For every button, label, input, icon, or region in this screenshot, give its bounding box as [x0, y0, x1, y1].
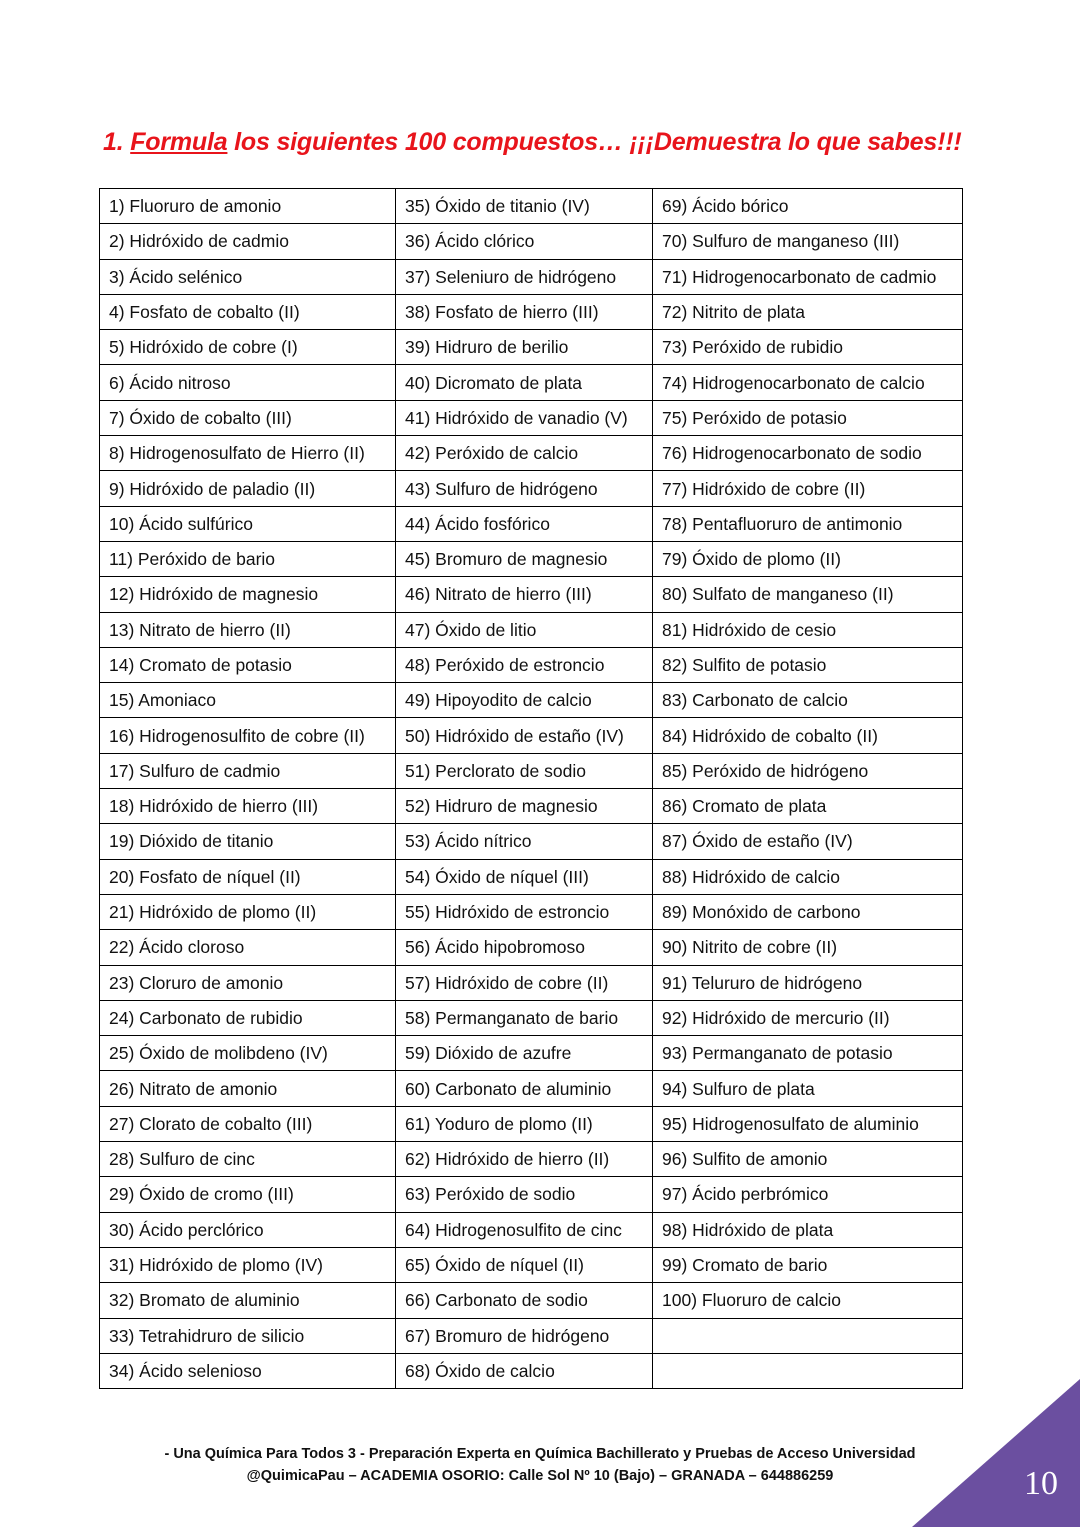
compound-cell: 66) Carbonato de sodio	[396, 1283, 653, 1318]
compound-cell: 94) Sulfuro de plata	[653, 1071, 963, 1106]
compound-cell: 2) Hidróxido de cadmio	[100, 224, 396, 259]
compound-cell: 20) Fosfato de níquel (II)	[100, 859, 396, 894]
compound-cell: 50) Hidróxido de estaño (IV)	[396, 718, 653, 753]
compound-cell: 49) Hipoyodito de calcio	[396, 683, 653, 718]
compound-cell: 95) Hidrogenosulfato de aluminio	[653, 1106, 963, 1141]
page-number: 10	[1024, 1465, 1058, 1502]
compound-cell: 81) Hidróxido de cesio	[653, 612, 963, 647]
compound-cell: 45) Bromuro de magnesio	[396, 541, 653, 576]
compound-cell: 61) Yoduro de plomo (II)	[396, 1106, 653, 1141]
compound-cell: 35) Óxido de titanio (IV)	[396, 189, 653, 224]
compound-cell: 78) Pentafluoruro de antimonio	[653, 506, 963, 541]
compound-cell: 36) Ácido clórico	[396, 224, 653, 259]
table-row	[100, 1142, 963, 1177]
compound-cell: 59) Dióxido de azufre	[396, 1036, 653, 1071]
compound-cell: 23) Cloruro de amonio	[100, 965, 396, 1000]
table-row	[100, 647, 963, 682]
compound-cell: 57) Hidróxido de cobre (II)	[396, 965, 653, 1000]
compound-cell: 46) Nitrato de hierro (III)	[396, 577, 653, 612]
compound-cell: 41) Hidróxido de vanadio (V)	[396, 400, 653, 435]
compound-cell: 27) Clorato de cobalto (III)	[100, 1106, 396, 1141]
compound-cell: 5) Hidróxido de cobre (I)	[100, 330, 396, 365]
compound-cell: 33) Tetrahidruro de silicio	[100, 1318, 396, 1353]
table-row	[100, 259, 963, 294]
footer-line-2: @QuimicaPau – ACADEMIA OSORIO: Calle Sol Nº 10 (Bajo) – GRANADA – 644886259	[246, 1468, 834, 1484]
compound-cell: 11) Peróxido de bario	[100, 541, 396, 576]
compound-cell: 22) Ácido cloroso	[100, 930, 396, 965]
table-row	[100, 859, 963, 894]
compound-cell: 14) Cromato de potasio	[100, 647, 396, 682]
compound-cell: 43) Sulfuro de hidrógeno	[396, 471, 653, 506]
compound-cell: 26) Nitrato de amonio	[100, 1071, 396, 1106]
compound-cell: 64) Hidrogenosulfito de cinc	[396, 1212, 653, 1247]
compound-cell: 58) Permanganato de bario	[396, 1000, 653, 1035]
compound-cell: 40) Dicromato de plata	[396, 365, 653, 400]
table-row	[100, 1177, 963, 1212]
compound-cell: 39) Hidruro de berilio	[396, 330, 653, 365]
compound-cell: 80) Sulfato de manganeso (II)	[653, 577, 963, 612]
table-row	[100, 365, 963, 400]
compound-cell: 68) Óxido de calcio	[396, 1353, 653, 1388]
compound-cell: 79) Óxido de plomo (II)	[653, 541, 963, 576]
table-row	[100, 224, 963, 259]
compound-cell: 98) Hidróxido de plata	[653, 1212, 963, 1247]
compound-cell: 52) Hidruro de magnesio	[396, 789, 653, 824]
compound-cell: 6) Ácido nitroso	[100, 365, 396, 400]
compound-cell: 19) Dióxido de titanio	[100, 824, 396, 859]
compound-cell: 53) Ácido nítrico	[396, 824, 653, 859]
compounds-table	[99, 188, 963, 1389]
table-row	[100, 1247, 963, 1282]
compound-cell: 25) Óxido de molibdeno (IV)	[100, 1036, 396, 1071]
table-row	[100, 506, 963, 541]
page-corner-triangle	[912, 1379, 1080, 1527]
compound-cell: 29) Óxido de cromo (III)	[100, 1177, 396, 1212]
table-row	[100, 577, 963, 612]
compound-cell: 88) Hidróxido de calcio	[653, 859, 963, 894]
compound-cell: 51) Perclorato de sodio	[396, 753, 653, 788]
compound-cell: 34) Ácido selenioso	[100, 1353, 396, 1388]
table-row	[100, 1071, 963, 1106]
compound-cell: 92) Hidróxido de mercurio (II)	[653, 1000, 963, 1035]
table-row	[100, 1283, 963, 1318]
compound-cell: 67) Bromuro de hidrógeno	[396, 1318, 653, 1353]
compound-cell: 24) Carbonato de rubidio	[100, 1000, 396, 1035]
compound-cell: 100) Fluoruro de calcio	[653, 1283, 963, 1318]
compound-cell: 65) Óxido de níquel (II)	[396, 1247, 653, 1282]
compound-cell: 48) Peróxido de estroncio	[396, 647, 653, 682]
compound-cell: 73) Peróxido de rubidio	[653, 330, 963, 365]
compound-cell: 28) Sulfuro de cinc	[100, 1142, 396, 1177]
compound-cell: 56) Ácido hipobromoso	[396, 930, 653, 965]
table-row	[100, 541, 963, 576]
table-row	[100, 330, 963, 365]
title-rest: los siguientes 100 compuestos… ¡¡¡Demuestra lo que sabes!!!	[227, 128, 962, 156]
compound-cell: 87) Óxido de estaño (IV)	[653, 824, 963, 859]
compound-cell: 37) Seleniuro de hidrógeno	[396, 259, 653, 294]
compound-cell: 47) Óxido de litio	[396, 612, 653, 647]
compound-cell: 96) Sulfito de amonio	[653, 1142, 963, 1177]
compound-cell: 13) Nitrato de hierro (II)	[100, 612, 396, 647]
compound-cell: 77) Hidróxido de cobre (II)	[653, 471, 963, 506]
table-row	[100, 718, 963, 753]
exercise-title	[103, 128, 961, 157]
compound-cell: 38) Fosfato de hierro (III)	[396, 294, 653, 329]
compound-cell: 8) Hidrogenosulfato de Hierro (II)	[100, 436, 396, 471]
compound-cell: 31) Hidróxido de plomo (IV)	[100, 1247, 396, 1282]
compound-cell: 44) Ácido fosfórico	[396, 506, 653, 541]
table-row	[100, 930, 963, 965]
compound-cell: 18) Hidróxido de hierro (III)	[100, 789, 396, 824]
compound-cell: 89) Monóxido de carbono	[653, 894, 963, 929]
compound-cell: 93) Permanganato de potasio	[653, 1036, 963, 1071]
compound-cell: 90) Nitrito de cobre (II)	[653, 930, 963, 965]
table-row	[100, 294, 963, 329]
compound-cell: 70) Sulfuro de manganeso (III)	[653, 224, 963, 259]
compound-cell: 17) Sulfuro de cadmio	[100, 753, 396, 788]
table-row	[100, 894, 963, 929]
table-row	[100, 436, 963, 471]
table-row	[100, 1212, 963, 1247]
table-row	[100, 1036, 963, 1071]
title-underlined-word: Formula	[130, 128, 228, 156]
compound-cell: 30) Ácido perclórico	[100, 1212, 396, 1247]
corner-triangle-shape	[912, 1379, 1080, 1527]
compound-cell: 10) Ácido sulfúrico	[100, 506, 396, 541]
table-row	[100, 189, 963, 224]
compound-cell: 91) Telururo de hidrógeno	[653, 965, 963, 1000]
compound-cell: 82) Sulfito de potasio	[653, 647, 963, 682]
table-row	[100, 789, 963, 824]
compound-cell: 97) Ácido perbrómico	[653, 1177, 963, 1212]
compound-cell: 32) Bromato de aluminio	[100, 1283, 396, 1318]
compound-cell	[653, 1318, 963, 1353]
compound-cell: 9) Hidróxido de paladio (II)	[100, 471, 396, 506]
compound-cell: 42) Peróxido de calcio	[396, 436, 653, 471]
compound-cell: 15) Amoniaco	[100, 683, 396, 718]
table-row	[100, 824, 963, 859]
table-row	[100, 1353, 963, 1388]
compound-cell: 74) Hidrogenocarbonato de calcio	[653, 365, 963, 400]
compound-cell: 16) Hidrogenosulfito de cobre (II)	[100, 718, 396, 753]
table-row	[100, 1106, 963, 1141]
table-row	[100, 612, 963, 647]
compound-cell: 54) Óxido de níquel (III)	[396, 859, 653, 894]
compound-cell: 86) Cromato de plata	[653, 789, 963, 824]
compound-cell: 99) Cromato de bario	[653, 1247, 963, 1282]
compound-cell: 60) Carbonato de aluminio	[396, 1071, 653, 1106]
table-row	[100, 471, 963, 506]
table-row	[100, 753, 963, 788]
compound-cell: 1) Fluoruro de amonio	[100, 189, 396, 224]
compound-cell: 71) Hidrogenocarbonato de cadmio	[653, 259, 963, 294]
compound-cell: 75) Peróxido de potasio	[653, 400, 963, 435]
footer-line-1: - Una Química Para Todos 3 - Preparación Experta en Química Bachillerato y Pruebas de Acceso Universidad	[164, 1446, 916, 1462]
compound-cell: 62) Hidróxido de hierro (II)	[396, 1142, 653, 1177]
compound-cell: 76) Hidrogenocarbonato de sodio	[653, 436, 963, 471]
compound-cell: 72) Nitrito de plata	[653, 294, 963, 329]
compound-cell: 83) Carbonato de calcio	[653, 683, 963, 718]
compound-cell: 7) Óxido de cobalto (III)	[100, 400, 396, 435]
table-row	[100, 683, 963, 718]
compound-cell: 85) Peróxido de hidrógeno	[653, 753, 963, 788]
compound-cell: 84) Hidróxido de cobalto (II)	[653, 718, 963, 753]
compound-cell: 21) Hidróxido de plomo (II)	[100, 894, 396, 929]
compound-cell: 12) Hidróxido de magnesio	[100, 577, 396, 612]
table-row	[100, 400, 963, 435]
title-number: 1.	[103, 128, 131, 156]
table-row	[100, 1000, 963, 1035]
compound-cell: 69) Ácido bórico	[653, 189, 963, 224]
compound-cell: 55) Hidróxido de estroncio	[396, 894, 653, 929]
compound-cell: 4) Fosfato de cobalto (II)	[100, 294, 396, 329]
table-row	[100, 965, 963, 1000]
table-row	[100, 1318, 963, 1353]
compound-cell: 63) Peróxido de sodio	[396, 1177, 653, 1212]
compound-cell: 3) Ácido selénico	[100, 259, 396, 294]
